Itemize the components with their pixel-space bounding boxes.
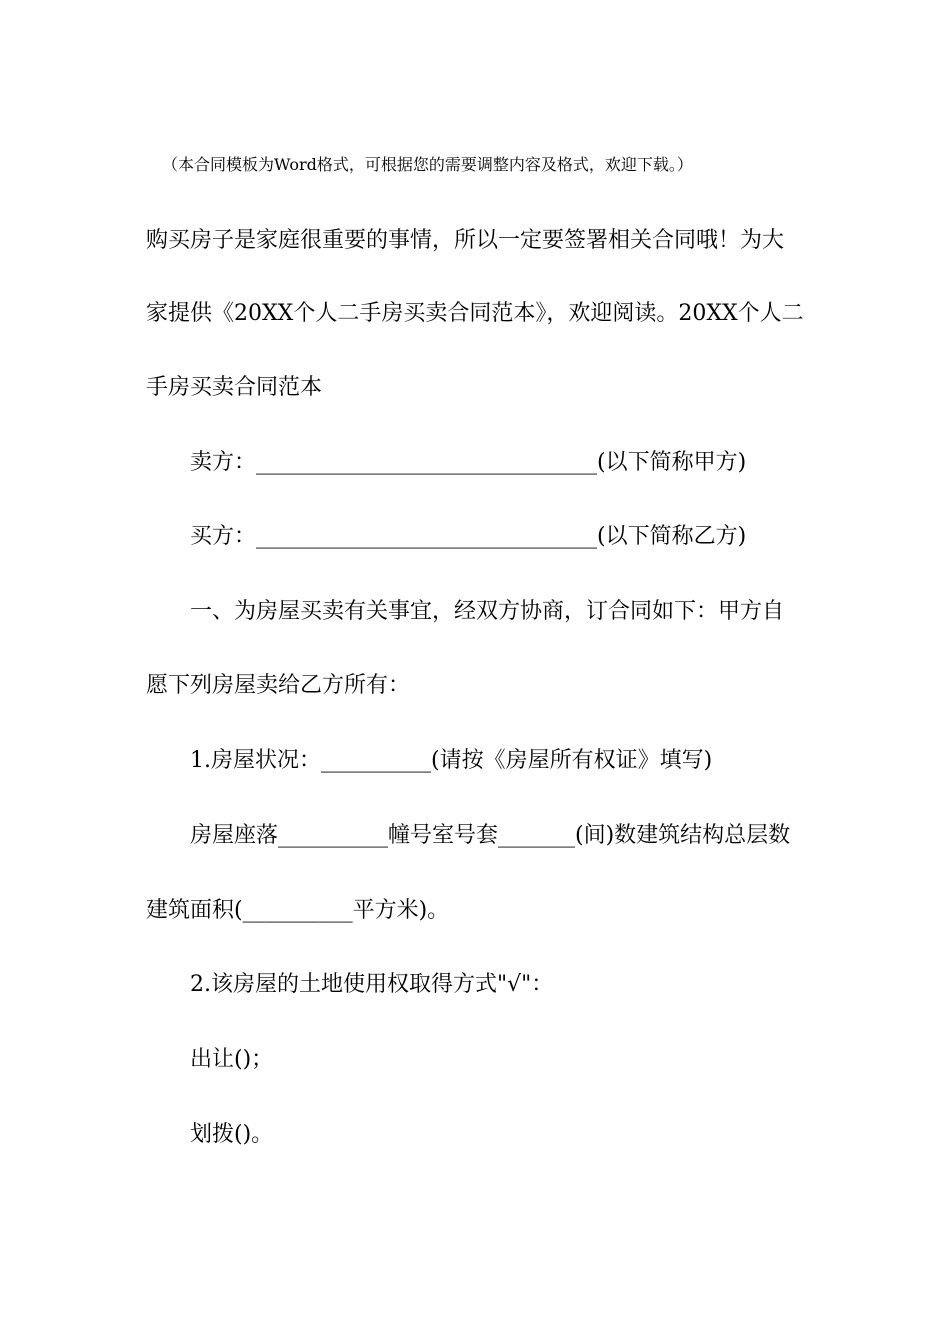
- house-location-line-1: 房屋座落__________幢号室号套_______(间)数建筑结构总层数: [190, 823, 791, 848]
- option-allocate: 划拨()。: [190, 1122, 274, 1147]
- intro-line-2: 家提供《20XX个人二手房买卖合同范本》，欢迎阅读。20XX个人二: [146, 301, 804, 326]
- house-location-line-2: 建筑面积(__________平方米)。: [146, 898, 450, 923]
- template-note: （本合同模板为Word格式，可根据您的需要调整内容及格式，欢迎下载。）: [162, 155, 693, 174]
- item-1-house-status: 1.房屋状况：__________(请按《房屋所有权证》填写): [190, 748, 713, 773]
- item-2-land-use: 2.该房屋的土地使用权取得方式"√"：: [190, 972, 554, 997]
- seller-line: 卖方：_______________________________(以下简称甲方): [190, 450, 747, 475]
- clause-1-line-2: 愿下列房屋卖给乙方所有：: [146, 673, 411, 698]
- clause-1-line-1: 一、为房屋买卖有关事宜，经双方协商，订合同如下：甲方自: [190, 599, 785, 624]
- buyer-line: 买方：_______________________________(以下简称乙方): [190, 524, 747, 549]
- option-grant: 出让()；: [190, 1047, 274, 1072]
- intro-line-3: 手房买卖合同范本: [146, 375, 323, 400]
- intro-line-1: 购买房子是家庭很重要的事情，所以一定要签署相关合同哦！为大: [146, 228, 785, 253]
